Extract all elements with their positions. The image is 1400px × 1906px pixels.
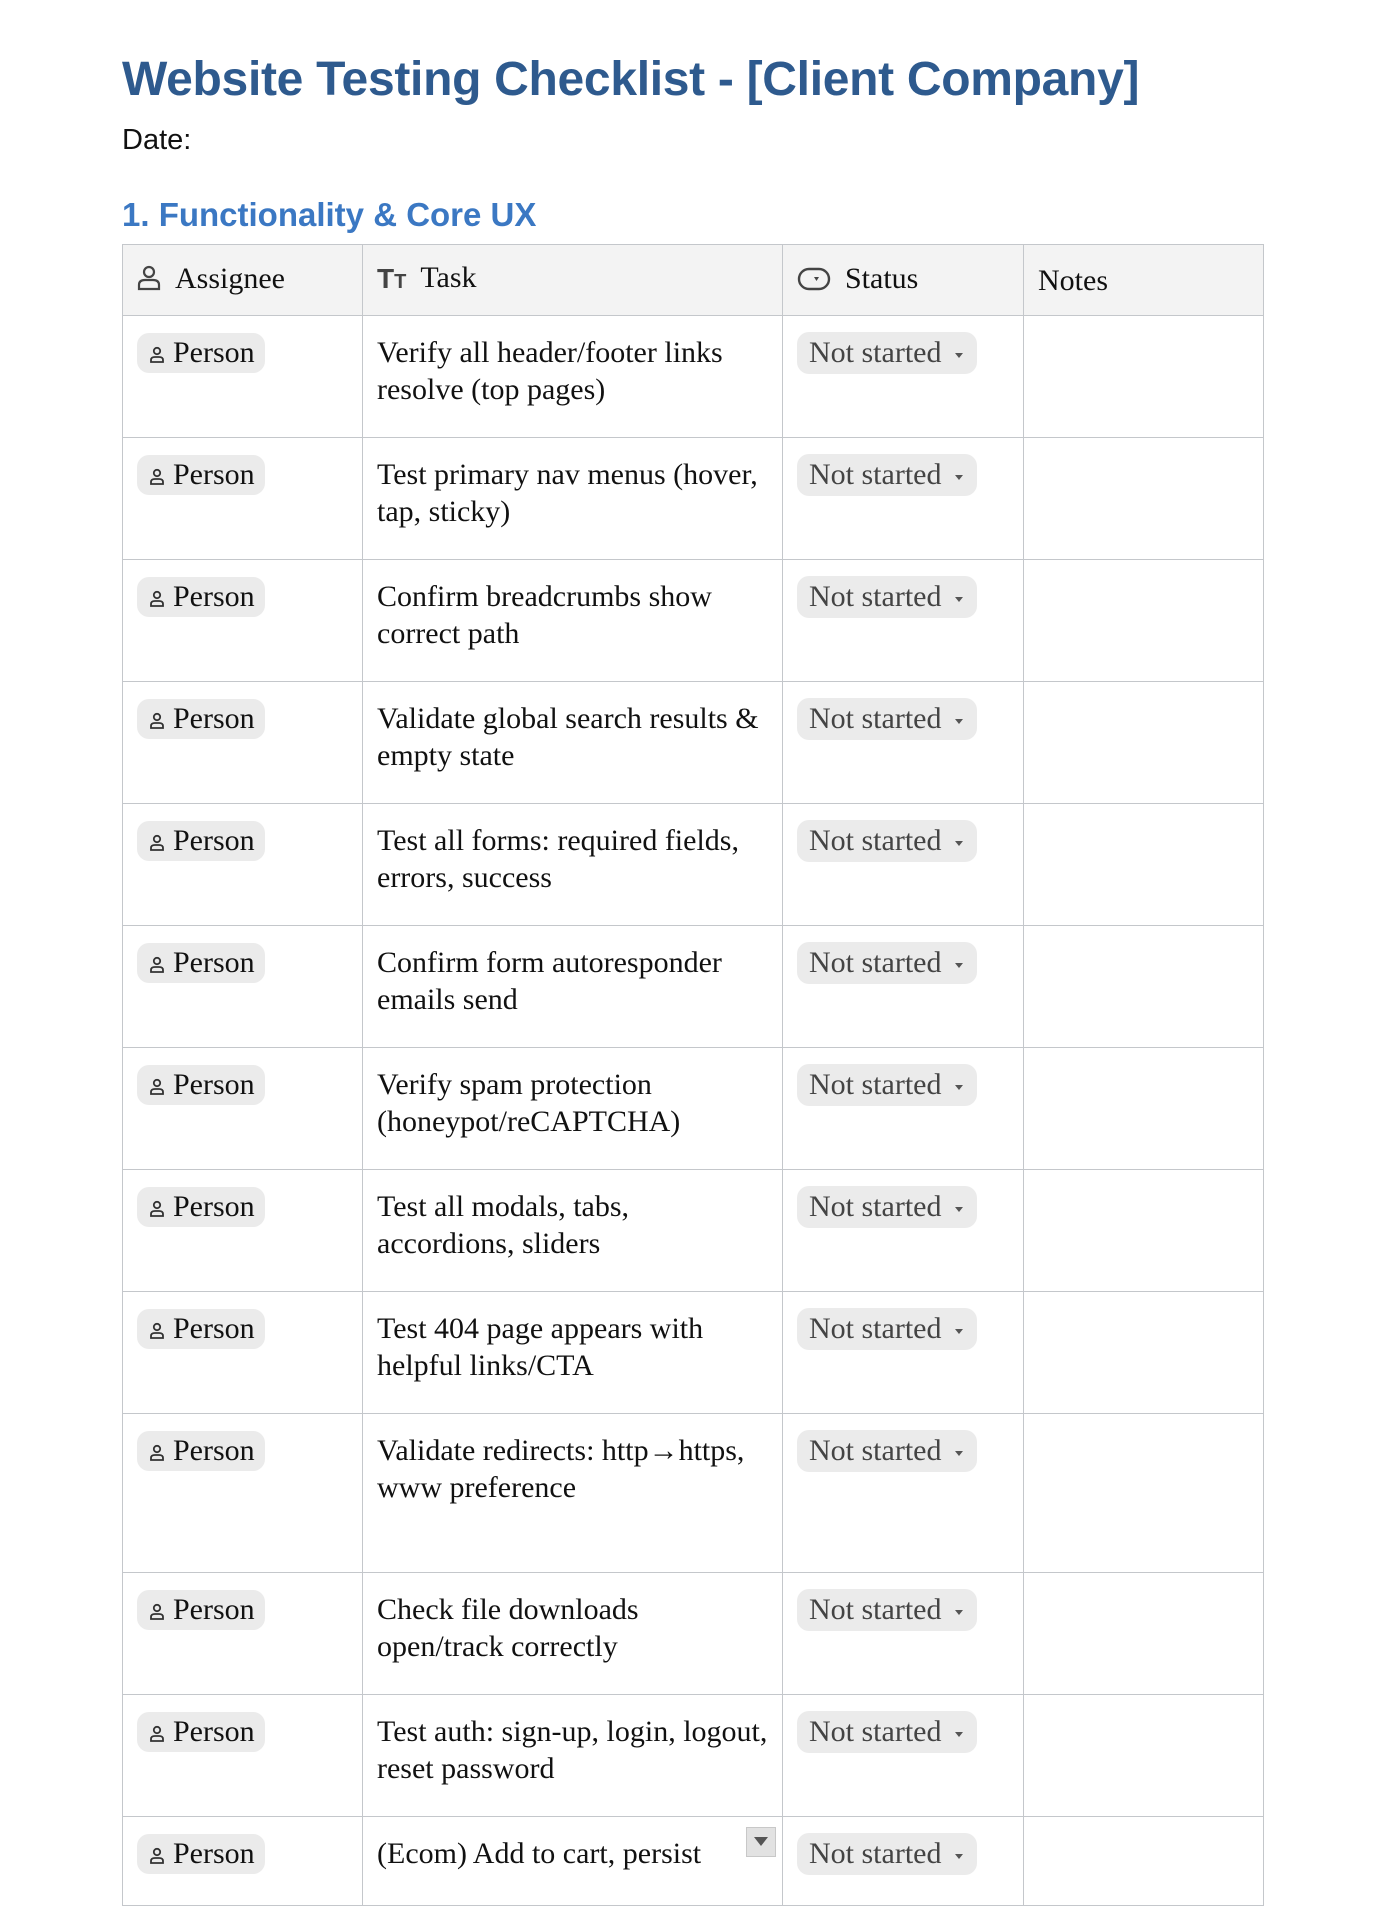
date-label[interactable]: Date: [122,124,192,156]
task-cell[interactable] [363,316,783,438]
table-row [123,1048,1264,1170]
person-icon [149,834,165,852]
table-row [123,1573,1264,1695]
chevron-down-icon [955,841,963,846]
status-dropdown[interactable] [797,698,977,740]
person-icon [149,1078,165,1096]
notes-cell[interactable] [1024,926,1264,1048]
status-cell[interactable] [783,1048,1024,1170]
assignee-name: Person [173,1434,255,1467]
status-cell[interactable] [783,316,1024,438]
assignee-cell[interactable] [123,1048,363,1170]
person-icon [149,590,165,608]
person-icon [149,1444,165,1462]
task-text: (Ecom) Add to cart, persist [377,1837,702,1870]
table-row [123,316,1264,438]
column-header-assignee[interactable] [123,245,363,316]
assignee-cell[interactable] [123,682,363,804]
task-text: Check file downloads open/track correctly [377,1593,639,1663]
assignee-name: Person [173,1593,255,1626]
column-header-task[interactable] [363,245,783,316]
status-dropdown[interactable] [797,1589,977,1631]
chevron-down-icon [955,1610,963,1615]
status-value: Not started [809,824,942,857]
status-dropdown[interactable] [797,1064,977,1106]
status-cell[interactable] [783,926,1024,1048]
status-value: Not started [809,458,942,491]
assignee-cell[interactable] [123,316,363,438]
checklist-table [122,244,1264,1906]
assignee-chip[interactable] [137,1712,265,1752]
task-text: Test all forms: required fields, errors, success [377,824,739,894]
person-icon [149,1725,165,1743]
task-cell[interactable] [363,1414,783,1573]
status-value: Not started [809,1434,942,1467]
status-cell[interactable] [783,1414,1024,1573]
notes-cell[interactable] [1024,316,1264,438]
status-dropdown[interactable] [797,576,977,618]
chevron-down-icon [955,963,963,968]
table-row [123,804,1264,926]
task-cell[interactable] [363,560,783,682]
status-cell[interactable] [783,1292,1024,1414]
assignee-chip[interactable] [137,699,265,739]
column-label: Notes [1038,263,1108,297]
task-text: Test all modals, tabs, accordions, sliders [377,1190,630,1260]
notes-cell[interactable] [1024,1695,1264,1817]
assignee-name: Person [173,946,255,979]
chevron-down-icon [955,353,963,358]
task-text: Validate global search results & empty state [377,702,759,772]
assignee-name: Person [173,458,255,491]
column-header-notes[interactable] [1024,245,1264,316]
assignee-name: Person [173,336,255,369]
status-dropdown[interactable] [797,454,977,496]
person-icon [149,1322,165,1340]
assignee-cell[interactable] [123,560,363,682]
assignee-chip[interactable] [137,1834,265,1874]
column-label: Task [420,261,477,295]
status-value: Not started [809,1312,942,1345]
status-value: Not started [809,580,942,613]
person-icon [149,1847,165,1865]
status-cell[interactable] [783,682,1024,804]
assignee-cell[interactable] [123,1695,363,1817]
assignee-name: Person [173,580,255,613]
task-text: Test auth: sign-up, login, logout, reset password [377,1715,768,1785]
assignee-chip[interactable] [137,1187,265,1227]
status-cell[interactable] [783,560,1024,682]
table-row [123,1292,1264,1414]
assignee-chip[interactable] [137,1431,265,1471]
status-dropdown[interactable] [797,1308,977,1350]
status-value: Not started [809,946,942,979]
assignee-cell[interactable] [123,1292,363,1414]
table-row [123,1170,1264,1292]
chevron-down-icon [955,1207,963,1212]
person-icon [149,1603,165,1621]
task-text: Validate redirects: http→https, www preference [377,1434,745,1504]
column-label: Status [845,262,919,296]
dropdown-chip-icon [797,263,831,300]
assignee-name: Person [173,1190,255,1223]
notes-cell[interactable] [1024,1170,1264,1292]
person-icon [137,263,161,300]
notes-cell[interactable] [1024,804,1264,926]
person-icon [149,712,165,730]
assignee-chip[interactable] [137,821,265,861]
person-icon [149,1200,165,1218]
notes-cell[interactable] [1024,1048,1264,1170]
notes-cell[interactable] [1024,560,1264,682]
assignee-name: Person [173,1068,255,1101]
person-icon [149,346,165,364]
assignee-name: Person [173,1715,255,1748]
assignee-cell[interactable] [123,804,363,926]
status-dropdown[interactable] [797,332,977,374]
task-cell[interactable] [363,1048,783,1170]
assignee-name: Person [173,1837,255,1870]
expand-cell-button[interactable] [746,1827,776,1857]
assignee-cell[interactable] [123,1817,363,1906]
status-value: Not started [809,702,942,735]
notes-cell[interactable] [1024,438,1264,560]
task-text: Verify spam protection (honeypot/reCAPTCHA) [377,1068,681,1138]
text-type-icon: TT [377,262,407,294]
table-row [123,1414,1264,1573]
notes-cell[interactable] [1024,1817,1264,1906]
task-cell[interactable] [363,1170,783,1292]
chevron-down-icon [955,719,963,724]
task-cell[interactable] [363,1695,783,1817]
table-row [123,560,1264,682]
assignee-name: Person [173,824,255,857]
status-cell[interactable] [783,1170,1024,1292]
task-text: Test 404 page appears with helpful links/CTA [377,1312,704,1382]
table-row [123,438,1264,560]
notes-cell[interactable] [1024,1292,1264,1414]
section-heading: 1. Functionality & Core UX [122,196,537,233]
status-dropdown[interactable] [797,1711,977,1753]
column-header-status[interactable] [783,245,1024,316]
assignee-name: Person [173,702,255,735]
assignee-chip[interactable] [137,1590,265,1630]
table-row [123,926,1264,1048]
table-row [123,682,1264,804]
assignee-cell[interactable] [123,926,363,1048]
status-value: Not started [809,1593,942,1626]
status-cell[interactable] [783,804,1024,926]
assignee-cell[interactable] [123,1414,363,1573]
assignee-cell[interactable] [123,438,363,560]
task-cell[interactable] [363,1573,783,1695]
column-label: Assignee [175,262,285,296]
chevron-down-icon [955,1329,963,1334]
status-value: Not started [809,1190,942,1223]
status-value: Not started [809,1068,942,1101]
status-dropdown[interactable] [797,1186,977,1228]
task-text: Verify all header/footer links resolve (top pages) [377,336,723,406]
task-cell[interactable] [363,926,783,1048]
task-cell[interactable] [363,1817,783,1906]
status-value: Not started [809,1837,942,1870]
assignee-chip[interactable] [137,943,265,983]
status-dropdown[interactable] [797,942,977,984]
status-cell[interactable] [783,1695,1024,1817]
assignee-cell[interactable] [123,1170,363,1292]
status-cell[interactable] [783,1817,1024,1906]
chevron-down-icon [955,1854,963,1859]
status-cell[interactable] [783,1573,1024,1695]
status-dropdown[interactable] [797,1833,977,1875]
status-dropdown[interactable] [797,820,977,862]
assignee-name: Person [173,1312,255,1345]
person-icon [149,956,165,974]
assignee-chip[interactable] [137,1309,265,1349]
person-icon [149,468,165,486]
table-row [123,1817,1264,1906]
assignee-chip[interactable] [137,1065,265,1105]
notes-cell[interactable] [1024,1414,1264,1573]
assignee-cell[interactable] [123,1573,363,1695]
table-row [123,1695,1264,1817]
task-cell[interactable] [363,438,783,560]
chevron-down-icon [955,1732,963,1737]
status-value: Not started [809,336,942,369]
task-cell[interactable] [363,682,783,804]
table-header [123,245,1264,316]
task-text: Confirm breadcrumbs show correct path [377,580,712,650]
status-dropdown[interactable] [797,1430,977,1472]
status-value: Not started [809,1715,942,1748]
notes-cell[interactable] [1024,682,1264,804]
notes-cell[interactable] [1024,1573,1264,1695]
chevron-down-icon [955,597,963,602]
task-text: Confirm form autoresponder emails send [377,946,722,1016]
page-title: Website Testing Checklist - [Client Company] [122,53,1140,106]
assignee-chip[interactable] [137,455,265,495]
assignee-chip[interactable] [137,577,265,617]
task-cell[interactable] [363,804,783,926]
task-cell[interactable] [363,1292,783,1414]
chevron-down-icon [955,1451,963,1456]
status-cell[interactable] [783,438,1024,560]
assignee-chip[interactable] [137,333,265,373]
chevron-down-icon [955,1085,963,1090]
task-text: Test primary nav menus (hover, tap, sticky) [377,458,758,528]
chevron-down-icon [955,475,963,480]
